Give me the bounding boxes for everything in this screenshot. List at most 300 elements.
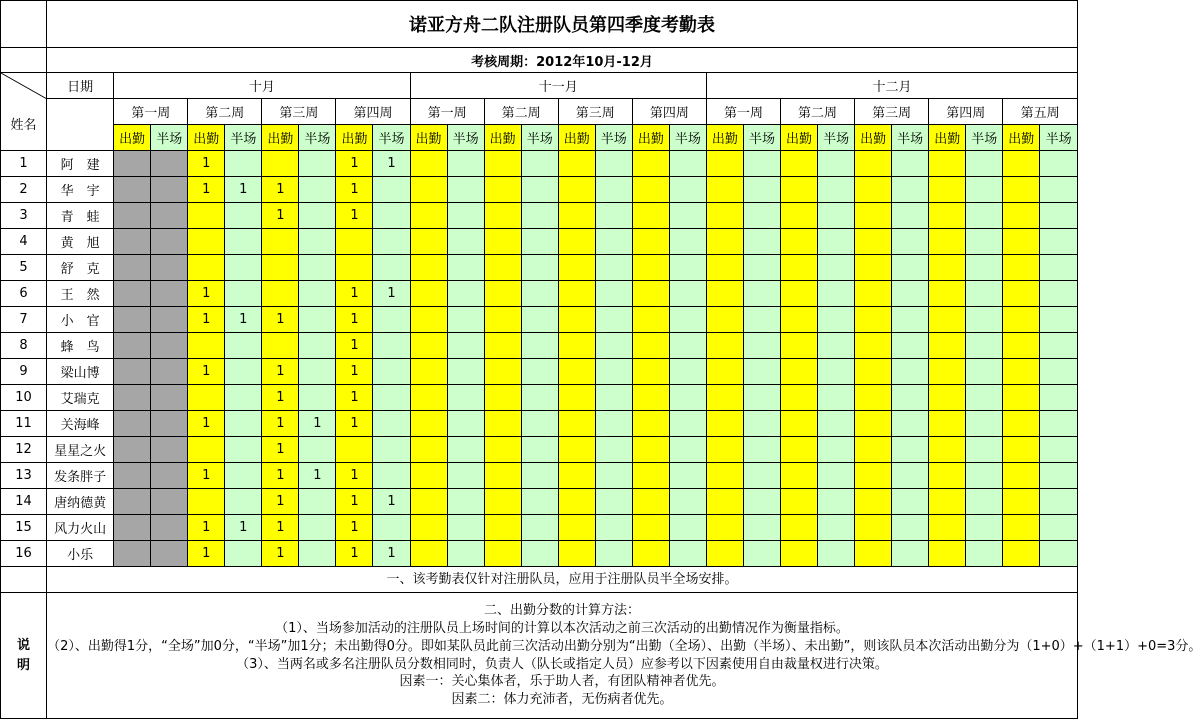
half-cell[interactable]	[669, 333, 706, 359]
attend-cell[interactable]	[706, 229, 743, 255]
corner-blank[interactable]	[1, 1, 47, 48]
disabled-cell[interactable]	[151, 489, 188, 515]
half-cell[interactable]	[669, 229, 706, 255]
half-cell[interactable]	[521, 385, 558, 411]
attend-cell[interactable]	[632, 437, 669, 463]
half-subheader[interactable]: 半场	[225, 125, 262, 151]
attend-cell[interactable]	[855, 359, 892, 385]
attend-cell[interactable]	[558, 463, 595, 489]
half-cell[interactable]	[373, 359, 410, 385]
player-name[interactable]: 小乐	[47, 541, 114, 567]
attend-cell[interactable]	[1003, 489, 1040, 515]
attend-cell[interactable]	[855, 229, 892, 255]
attend-cell[interactable]	[558, 333, 595, 359]
half-cell[interactable]	[225, 359, 262, 385]
attend-cell[interactable]	[410, 541, 447, 567]
half-cell[interactable]	[373, 177, 410, 203]
week-header-dec-4[interactable]: 第四周	[929, 99, 1003, 125]
half-cell[interactable]	[299, 385, 336, 411]
blank-cell[interactable]	[1, 48, 47, 73]
attend-cell[interactable]: 1	[188, 307, 225, 333]
half-subheader[interactable]: 半场	[595, 125, 632, 151]
half-cell[interactable]	[225, 489, 262, 515]
attend-cell[interactable]	[188, 489, 225, 515]
attend-cell[interactable]: 1	[336, 203, 373, 229]
attend-cell[interactable]: 1	[188, 177, 225, 203]
half-cell[interactable]	[892, 229, 929, 255]
half-cell[interactable]	[892, 203, 929, 229]
attend-cell[interactable]: 1	[262, 411, 299, 437]
half-cell[interactable]	[818, 515, 855, 541]
attend-cell[interactable]	[781, 255, 818, 281]
half-cell[interactable]	[1040, 385, 1078, 411]
player-name[interactable]: 青 蛙	[47, 203, 114, 229]
half-cell[interactable]	[966, 411, 1003, 437]
disabled-cell[interactable]	[151, 307, 188, 333]
half-cell[interactable]	[595, 151, 632, 177]
attend-cell[interactable]	[929, 359, 966, 385]
half-cell[interactable]	[1040, 489, 1078, 515]
attend-cell[interactable]	[558, 177, 595, 203]
half-cell[interactable]	[743, 463, 780, 489]
disabled-cell[interactable]	[114, 541, 151, 567]
half-cell[interactable]	[966, 437, 1003, 463]
half-cell[interactable]	[299, 151, 336, 177]
half-cell[interactable]	[521, 203, 558, 229]
attend-cell[interactable]	[706, 203, 743, 229]
half-cell[interactable]	[669, 541, 706, 567]
attend-cell[interactable]: 1	[336, 151, 373, 177]
half-subheader[interactable]: 半场	[521, 125, 558, 151]
half-cell[interactable]	[521, 307, 558, 333]
disabled-cell[interactable]	[151, 177, 188, 203]
week-header-dec-1[interactable]: 第一周	[706, 99, 780, 125]
attend-cell[interactable]	[484, 515, 521, 541]
half-cell[interactable]	[669, 463, 706, 489]
disabled-cell[interactable]	[114, 255, 151, 281]
attend-cell[interactable]	[484, 177, 521, 203]
player-name[interactable]: 关海峰	[47, 411, 114, 437]
half-cell[interactable]	[225, 255, 262, 281]
half-cell[interactable]	[669, 385, 706, 411]
attend-cell[interactable]	[706, 151, 743, 177]
attend-cell[interactable]	[929, 463, 966, 489]
attend-cell[interactable]	[706, 177, 743, 203]
half-cell[interactable]	[299, 359, 336, 385]
disabled-cell[interactable]	[114, 463, 151, 489]
attend-cell[interactable]	[1003, 255, 1040, 281]
half-cell[interactable]	[818, 203, 855, 229]
half-cell[interactable]	[966, 333, 1003, 359]
half-cell[interactable]	[299, 229, 336, 255]
attend-cell[interactable]	[410, 411, 447, 437]
attend-cell[interactable]	[781, 515, 818, 541]
half-cell[interactable]	[669, 307, 706, 333]
disabled-cell[interactable]	[151, 255, 188, 281]
half-cell[interactable]	[447, 203, 484, 229]
half-cell[interactable]	[521, 281, 558, 307]
attend-cell[interactable]: 1	[188, 541, 225, 567]
half-cell[interactable]	[669, 151, 706, 177]
attend-cell[interactable]	[781, 541, 818, 567]
half-cell[interactable]	[966, 359, 1003, 385]
half-cell[interactable]	[299, 333, 336, 359]
attend-cell[interactable]	[1003, 411, 1040, 437]
half-cell[interactable]: 1	[299, 411, 336, 437]
disabled-cell[interactable]	[114, 177, 151, 203]
attend-cell[interactable]	[929, 281, 966, 307]
attend-cell[interactable]	[855, 151, 892, 177]
half-cell[interactable]	[447, 255, 484, 281]
week-header-nov-1[interactable]: 第一周	[410, 99, 484, 125]
half-cell[interactable]	[818, 359, 855, 385]
attend-cell[interactable]: 1	[262, 437, 299, 463]
half-cell[interactable]	[595, 385, 632, 411]
attend-cell[interactable]	[855, 489, 892, 515]
attend-cell[interactable]	[929, 203, 966, 229]
half-cell[interactable]	[447, 541, 484, 567]
half-cell[interactable]	[892, 489, 929, 515]
attend-subheader[interactable]: 出勤	[558, 125, 595, 151]
attend-cell[interactable]	[410, 463, 447, 489]
disabled-cell[interactable]	[114, 151, 151, 177]
attend-cell[interactable]	[855, 203, 892, 229]
half-cell[interactable]	[225, 281, 262, 307]
attend-cell[interactable]: 1	[188, 463, 225, 489]
half-cell[interactable]	[225, 411, 262, 437]
attend-cell[interactable]: 1	[336, 385, 373, 411]
half-cell[interactable]	[447, 151, 484, 177]
half-cell[interactable]	[373, 307, 410, 333]
attend-subheader[interactable]: 出勤	[336, 125, 373, 151]
half-cell[interactable]	[818, 307, 855, 333]
half-cell[interactable]	[521, 333, 558, 359]
attend-cell[interactable]	[855, 463, 892, 489]
attend-cell[interactable]: 1	[262, 489, 299, 515]
attend-cell[interactable]	[558, 255, 595, 281]
half-cell[interactable]	[373, 203, 410, 229]
attend-cell[interactable]	[262, 255, 299, 281]
attend-cell[interactable]	[781, 359, 818, 385]
disabled-cell[interactable]	[151, 463, 188, 489]
row-number[interactable]: 12	[1, 437, 47, 463]
half-cell[interactable]	[892, 437, 929, 463]
half-subheader[interactable]: 半场	[818, 125, 855, 151]
attend-cell[interactable]	[1003, 307, 1040, 333]
attend-cell[interactable]	[336, 255, 373, 281]
half-cell[interactable]	[892, 307, 929, 333]
attend-cell[interactable]: 1	[336, 333, 373, 359]
attend-cell[interactable]	[188, 255, 225, 281]
half-cell[interactable]	[966, 203, 1003, 229]
half-cell[interactable]	[818, 489, 855, 515]
half-cell[interactable]	[818, 281, 855, 307]
half-cell[interactable]	[225, 333, 262, 359]
half-cell[interactable]	[743, 489, 780, 515]
half-cell[interactable]	[595, 515, 632, 541]
week-header-oct-3[interactable]: 第三周	[262, 99, 336, 125]
half-cell[interactable]	[743, 437, 780, 463]
half-cell[interactable]	[447, 229, 484, 255]
attend-cell[interactable]	[855, 255, 892, 281]
week-header-dec-3[interactable]: 第三周	[855, 99, 929, 125]
half-cell[interactable]	[669, 281, 706, 307]
attend-subheader[interactable]: 出勤	[855, 125, 892, 151]
month-header-dec[interactable]: 十二月	[706, 73, 1077, 99]
attend-cell[interactable]	[781, 489, 818, 515]
week-header-nov-4[interactable]: 第四周	[632, 99, 706, 125]
attend-cell[interactable]	[632, 229, 669, 255]
half-cell[interactable]	[892, 541, 929, 567]
half-cell[interactable]	[373, 437, 410, 463]
half-cell[interactable]: 1	[373, 281, 410, 307]
attend-cell[interactable]	[1003, 463, 1040, 489]
notes-body[interactable]	[47, 593, 1201, 719]
half-cell[interactable]	[521, 229, 558, 255]
half-cell[interactable]	[521, 255, 558, 281]
half-cell[interactable]: 1	[373, 541, 410, 567]
half-cell[interactable]	[669, 359, 706, 385]
row-number[interactable]: 16	[1, 541, 47, 567]
attend-cell[interactable]	[632, 359, 669, 385]
attend-cell[interactable]: 1	[188, 411, 225, 437]
disabled-cell[interactable]	[151, 411, 188, 437]
attend-cell[interactable]	[1003, 541, 1040, 567]
player-name[interactable]: 黄 旭	[47, 229, 114, 255]
attend-cell[interactable]	[706, 307, 743, 333]
attend-subheader[interactable]: 出勤	[484, 125, 521, 151]
attend-cell[interactable]	[706, 489, 743, 515]
half-subheader[interactable]: 半场	[373, 125, 410, 151]
month-header-nov[interactable]: 十一月	[410, 73, 706, 99]
attend-cell[interactable]	[781, 411, 818, 437]
attend-cell[interactable]	[484, 281, 521, 307]
attend-cell[interactable]	[781, 385, 818, 411]
half-cell[interactable]	[743, 203, 780, 229]
half-cell[interactable]	[818, 385, 855, 411]
attend-cell[interactable]	[706, 437, 743, 463]
attend-cell[interactable]	[410, 515, 447, 541]
half-cell[interactable]	[595, 463, 632, 489]
week-header-dec-2[interactable]: 第二周	[781, 99, 855, 125]
attend-cell[interactable]: 1	[336, 541, 373, 567]
half-cell[interactable]	[373, 385, 410, 411]
attend-cell[interactable]	[484, 489, 521, 515]
half-cell[interactable]	[1040, 515, 1078, 541]
attend-cell[interactable]	[558, 229, 595, 255]
player-name[interactable]: 艾瑞克	[47, 385, 114, 411]
attend-cell[interactable]	[188, 385, 225, 411]
attend-cell[interactable]	[188, 203, 225, 229]
attend-cell[interactable]	[484, 463, 521, 489]
attend-subheader[interactable]: 出勤	[632, 125, 669, 151]
attend-cell[interactable]	[410, 229, 447, 255]
half-cell[interactable]	[892, 177, 929, 203]
player-name[interactable]: 蜂 鸟	[47, 333, 114, 359]
attend-cell[interactable]	[855, 385, 892, 411]
half-cell[interactable]	[1040, 281, 1078, 307]
attend-cell[interactable]	[632, 307, 669, 333]
player-name[interactable]: 梁山博	[47, 359, 114, 385]
disabled-cell[interactable]	[151, 541, 188, 567]
half-cell[interactable]	[521, 177, 558, 203]
half-cell[interactable]	[1040, 437, 1078, 463]
attend-cell[interactable]	[262, 229, 299, 255]
attend-cell[interactable]	[632, 151, 669, 177]
player-name[interactable]: 王 然	[47, 281, 114, 307]
attend-cell[interactable]	[1003, 385, 1040, 411]
attend-cell[interactable]	[929, 489, 966, 515]
attend-cell[interactable]	[855, 333, 892, 359]
disabled-cell[interactable]	[151, 385, 188, 411]
attend-cell[interactable]	[484, 255, 521, 281]
attend-cell[interactable]	[781, 463, 818, 489]
attend-cell[interactable]	[855, 177, 892, 203]
attend-cell[interactable]	[558, 359, 595, 385]
attend-cell[interactable]	[410, 437, 447, 463]
attend-cell[interactable]	[336, 229, 373, 255]
half-cell[interactable]	[818, 463, 855, 489]
attend-cell[interactable]	[484, 411, 521, 437]
half-cell[interactable]: 1	[225, 177, 262, 203]
attend-cell[interactable]: 1	[336, 463, 373, 489]
half-cell[interactable]	[1040, 359, 1078, 385]
attend-cell[interactable]: 1	[188, 359, 225, 385]
half-cell[interactable]	[595, 541, 632, 567]
half-cell[interactable]: 1	[225, 307, 262, 333]
attend-cell[interactable]: 1	[336, 177, 373, 203]
half-cell[interactable]	[1040, 463, 1078, 489]
attend-cell[interactable]	[1003, 437, 1040, 463]
half-cell[interactable]	[966, 489, 1003, 515]
attend-subheader[interactable]: 出勤	[706, 125, 743, 151]
attend-cell[interactable]	[336, 437, 373, 463]
attend-cell[interactable]	[929, 177, 966, 203]
attend-cell[interactable]	[706, 281, 743, 307]
half-cell[interactable]	[521, 463, 558, 489]
half-cell[interactable]	[299, 203, 336, 229]
half-cell[interactable]	[743, 541, 780, 567]
row-number[interactable]: 11	[1, 411, 47, 437]
attend-cell[interactable]	[706, 541, 743, 567]
disabled-cell[interactable]	[114, 229, 151, 255]
half-cell[interactable]	[447, 177, 484, 203]
attend-cell[interactable]	[855, 281, 892, 307]
half-cell[interactable]	[892, 359, 929, 385]
attend-cell[interactable]	[1003, 359, 1040, 385]
attend-cell[interactable]	[1003, 333, 1040, 359]
half-cell[interactable]	[1040, 229, 1078, 255]
attend-cell[interactable]: 1	[262, 177, 299, 203]
half-cell[interactable]	[447, 411, 484, 437]
player-name[interactable]: 阿 建	[47, 151, 114, 177]
attend-cell[interactable]	[706, 463, 743, 489]
row-number[interactable]: 4	[1, 229, 47, 255]
attend-cell[interactable]	[706, 411, 743, 437]
half-cell[interactable]	[669, 255, 706, 281]
half-cell[interactable]	[595, 333, 632, 359]
attend-cell[interactable]: 1	[262, 307, 299, 333]
row-number[interactable]: 15	[1, 515, 47, 541]
half-subheader[interactable]: 半场	[299, 125, 336, 151]
attend-cell[interactable]	[706, 255, 743, 281]
half-cell[interactable]	[743, 281, 780, 307]
half-cell[interactable]	[966, 307, 1003, 333]
attend-cell[interactable]	[484, 541, 521, 567]
half-cell[interactable]	[521, 359, 558, 385]
attend-cell[interactable]	[929, 515, 966, 541]
disabled-cell[interactable]	[114, 203, 151, 229]
attend-cell[interactable]	[484, 151, 521, 177]
half-cell[interactable]	[818, 177, 855, 203]
attend-cell[interactable]	[558, 437, 595, 463]
half-cell[interactable]	[595, 359, 632, 385]
notes-label[interactable]	[1, 593, 47, 719]
attend-cell[interactable]	[706, 333, 743, 359]
half-cell[interactable]	[447, 359, 484, 385]
week-header-dec-5[interactable]: 第五周	[1003, 99, 1078, 125]
disabled-cell[interactable]	[151, 281, 188, 307]
attend-cell[interactable]	[632, 489, 669, 515]
week-header-nov-3[interactable]: 第三周	[558, 99, 632, 125]
attend-cell[interactable]: 1	[336, 515, 373, 541]
half-cell[interactable]	[521, 515, 558, 541]
attend-cell[interactable]	[929, 411, 966, 437]
half-cell[interactable]	[595, 177, 632, 203]
attend-cell[interactable]	[410, 203, 447, 229]
half-cell[interactable]	[299, 255, 336, 281]
half-cell[interactable]	[1040, 307, 1078, 333]
attend-cell[interactable]	[484, 437, 521, 463]
attend-cell[interactable]	[188, 229, 225, 255]
half-cell[interactable]	[818, 333, 855, 359]
half-cell[interactable]	[743, 307, 780, 333]
half-cell[interactable]	[1040, 411, 1078, 437]
attend-cell[interactable]: 1	[336, 489, 373, 515]
attend-cell[interactable]	[929, 385, 966, 411]
attend-cell[interactable]	[706, 515, 743, 541]
sheet-title[interactable]: 诺亚方舟二队注册队员第四季度考勤表	[47, 1, 1078, 48]
attend-cell[interactable]	[484, 203, 521, 229]
half-cell[interactable]	[1040, 177, 1078, 203]
attend-cell[interactable]	[929, 307, 966, 333]
attend-cell[interactable]	[188, 437, 225, 463]
half-cell[interactable]	[373, 255, 410, 281]
attend-cell[interactable]	[632, 177, 669, 203]
attend-cell[interactable]	[855, 515, 892, 541]
attend-cell[interactable]	[484, 359, 521, 385]
half-cell[interactable]	[299, 437, 336, 463]
attend-cell[interactable]	[558, 203, 595, 229]
half-cell[interactable]	[299, 515, 336, 541]
attend-cell[interactable]	[558, 515, 595, 541]
attend-cell[interactable]: 1	[188, 151, 225, 177]
row-number[interactable]: 5	[1, 255, 47, 281]
half-cell[interactable]	[299, 281, 336, 307]
half-cell[interactable]	[1040, 333, 1078, 359]
half-cell[interactable]	[743, 385, 780, 411]
half-cell[interactable]	[966, 281, 1003, 307]
half-cell[interactable]	[743, 177, 780, 203]
attend-cell[interactable]	[855, 307, 892, 333]
row-number[interactable]: 7	[1, 307, 47, 333]
half-cell[interactable]	[225, 229, 262, 255]
attend-cell[interactable]	[781, 229, 818, 255]
attend-cell[interactable]	[558, 385, 595, 411]
attend-cell[interactable]	[410, 333, 447, 359]
attend-cell[interactable]	[484, 385, 521, 411]
half-cell[interactable]	[299, 541, 336, 567]
